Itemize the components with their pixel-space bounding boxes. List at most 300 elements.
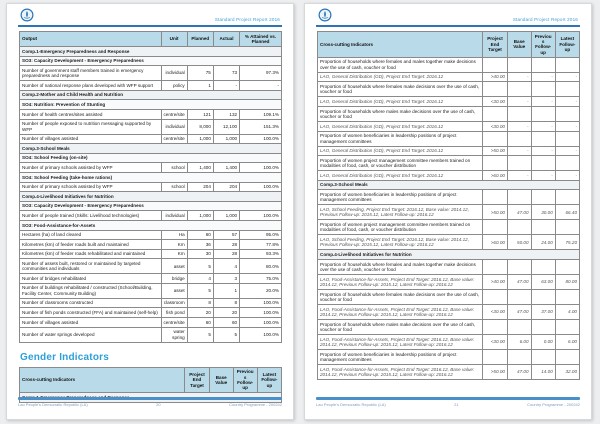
cell-value: 14.00: [531, 364, 555, 379]
page-right: [304, 3, 592, 420]
table-row-detail: [318, 171, 580, 181]
page-right-footer: [316, 397, 580, 407]
section-label: Comp.3-School Meals: [318, 180, 580, 190]
page-right-content: [317, 31, 580, 393]
cell-value: [555, 156, 579, 171]
cell-value: [483, 57, 508, 72]
wfp-emblem-icon: [318, 8, 332, 22]
table-header-row: [318, 32, 580, 58]
cell-unit: school: [161, 182, 187, 192]
column-header: Output: [20, 32, 162, 47]
cell-actual: 57: [213, 230, 239, 240]
table-row-data: [20, 119, 282, 134]
cell-planned: 20: [187, 308, 213, 318]
cell-value: [507, 57, 531, 72]
table-header-row: [20, 367, 282, 393]
cell-unit: water spring: [161, 327, 187, 342]
cell-planned: 5: [187, 259, 213, 274]
gender-indicators-heading: Gender Indicators: [20, 351, 109, 363]
section-label: SO4: Nutrition: Prevention of Stunting: [20, 100, 282, 110]
cell-value: <30.00: [483, 97, 508, 107]
cell-value: >50.00: [483, 146, 508, 156]
cell-value: -: [531, 146, 555, 156]
header-rule: [316, 25, 580, 27]
indicator-label: LAO, General Distribution (GD), Project End Target: 2016.12: [318, 122, 483, 132]
cell-label: Number of primary schools assisted by WFP: [20, 163, 162, 173]
cell-value: [483, 156, 508, 171]
table-row-indicator: [318, 107, 580, 122]
cell-value: -: [507, 72, 531, 82]
cell-value: 6.00: [507, 334, 531, 349]
cell-unit: asset: [161, 259, 187, 274]
cell-planned: 4: [187, 274, 213, 284]
table-row-detail: [318, 334, 580, 349]
table-row-detail: [318, 122, 580, 132]
table-row-subsection: [20, 172, 282, 182]
cell-value: [507, 156, 531, 171]
cell-pct: 100.0%: [240, 318, 282, 328]
column-header: Previous Follow-up: [233, 367, 257, 393]
page-left: [6, 3, 294, 420]
cell-value: [531, 259, 555, 274]
indicator-label: LAO, Food-Assistance-for-Assets, Project End Target: 2016.12, Base value: 2014.12, Previous Follow-up: 2015.12, Latest Follow-up: 2016.12: [318, 274, 483, 289]
column-header: Previous Follow-up: [531, 32, 555, 58]
table-row-section: [20, 47, 282, 57]
indicator-label: LAO, Food-Assistance-for-Assets, Project End Target: 2016.12, Base value: 2014.12, Previous Follow-up: 2015.12, Latest Follow-up: 2016.12: [318, 304, 483, 319]
table-row-section: [20, 144, 282, 154]
cell-planned: 75: [187, 66, 213, 81]
cell-label: Number of primary schools assisted by WFP: [20, 182, 162, 192]
cell-value: 66.40: [555, 205, 579, 220]
cell-value: 47.00: [507, 304, 531, 319]
cell-value: [531, 289, 555, 304]
column-header: Latest Follow-up: [555, 32, 579, 58]
cell-value: [531, 131, 555, 146]
table-row-indicator: [318, 82, 580, 97]
cell-label: Number of national response plans developed with WFP support: [20, 81, 162, 91]
indicator-label: Proportion of households where males make decisions over the use of cash, voucher or food: [318, 319, 483, 334]
cell-actual: 3: [213, 274, 239, 284]
cell-value: [555, 190, 579, 205]
cell-value: 37.00: [531, 304, 555, 319]
cell-value: >40.00: [483, 274, 508, 289]
table-row-data: [20, 230, 282, 240]
cell-value: [555, 57, 579, 72]
cell-planned: 8: [187, 298, 213, 308]
table-row-indicator: [318, 190, 580, 205]
cell-pct: 20.0%: [240, 283, 282, 298]
cell-actual: 20: [213, 308, 239, 318]
cell-value: -: [555, 97, 579, 107]
cell-value: [483, 349, 508, 364]
column-header: Project End Target: [185, 367, 210, 393]
cell-value: -: [555, 122, 579, 132]
cell-value: -: [555, 72, 579, 82]
table-row-data: [20, 259, 282, 274]
table-row-data: [20, 327, 282, 342]
indicator-label: Proportion of women project management committee members trained on modalities of food, cash, or voucher distribution: [318, 156, 483, 171]
indicator-label: Proportion of women beneficiaries in leadership positions of project management committees: [318, 131, 483, 146]
section-label: SO3: Food-Assistance-for-Assets: [20, 220, 282, 230]
footer-project: Country Programme - 200242: [229, 402, 282, 407]
table-row-subsection: [20, 100, 282, 110]
cell-value: -: [555, 171, 579, 181]
footer-project: Country Programme - 200242: [527, 402, 580, 407]
column-header: Base Value: [507, 32, 531, 58]
cell-unit: school: [161, 163, 187, 173]
cell-value: [531, 107, 555, 122]
cell-value: 24.00: [531, 235, 555, 250]
table-row-data: [20, 298, 282, 308]
cell-value: [507, 259, 531, 274]
cell-value: -: [531, 72, 555, 82]
table-row-section: [20, 192, 282, 202]
cell-actual: 1,000: [213, 134, 239, 144]
cell-label: Kilometres (km) of feeder roads built and maintained: [20, 240, 162, 250]
cell-value: [507, 131, 531, 146]
cell-label: Number of villages assisted: [20, 318, 162, 328]
cell-pct: 75.0%: [240, 274, 282, 284]
cell-planned: 5: [187, 327, 213, 342]
cell-unit: centre/site: [161, 318, 187, 328]
cell-value: [507, 107, 531, 122]
table-row-data: [20, 308, 282, 318]
cell-value: [555, 107, 579, 122]
cell-unit: centre/site: [161, 134, 187, 144]
cell-label: Number of fish ponds constructed (FFA) and maintained (self-help): [20, 308, 162, 318]
cell-value: [483, 190, 508, 205]
report-title: Standard Project Report 2016: [214, 17, 280, 22]
cell-label: Number of bridges rehabilitated: [20, 274, 162, 284]
cell-unit: policy: [161, 81, 187, 91]
section-label: SO4: School Feeding (take-home rations): [20, 172, 282, 182]
indicator-label: LAO, General Distribution (GD), Project End Target: 2016.12: [318, 146, 483, 156]
cell-value: [483, 220, 508, 235]
cell-unit: individual: [161, 119, 187, 134]
cell-actual: 28: [213, 240, 239, 250]
table-row-section: [318, 180, 580, 190]
table-row-detail: [318, 274, 580, 289]
section-label: Comp.3-School Meals: [20, 144, 282, 154]
cell-actual: 73: [213, 66, 239, 81]
cell-value: >50.00: [483, 364, 508, 379]
footer-rule: [18, 397, 282, 400]
cell-unit: fish pond: [161, 308, 187, 318]
table-row-subsection: [20, 153, 282, 163]
cell-planned: 121: [187, 109, 213, 119]
cell-value: 47.00: [507, 274, 531, 289]
cell-value: -: [531, 171, 555, 181]
table-row-subsection: [20, 56, 282, 66]
table-row-indicator: [318, 156, 580, 171]
column-header: Latest Follow-up: [257, 367, 281, 393]
cell-value: >60.00: [483, 171, 508, 181]
table-row-detail: [318, 72, 580, 82]
cell-value: 6.00: [555, 334, 579, 349]
column-header: % Attained vs. Planned: [240, 32, 282, 47]
table-row-data: [20, 163, 282, 173]
table-row-indicator: [318, 57, 580, 72]
cell-unit: Km: [161, 249, 187, 259]
indicator-label: LAO, School Feeding, Project End Target: 2016.12, Base value: 2014.12, Previous Follow-up: 2015.12, Latest Follow-up: 2016.12: [318, 235, 483, 250]
cell-value: [507, 289, 531, 304]
cell-planned: 60: [187, 318, 213, 328]
table-header-row: [20, 32, 282, 47]
cell-value: [483, 259, 508, 274]
cell-planned: 204: [187, 182, 213, 192]
indicator-label: Proportion of women beneficiaries in leadership positions of project management committees: [318, 349, 483, 364]
table-row-data: [20, 283, 282, 298]
cell-unit: centre/site: [161, 109, 187, 119]
indicator-label: LAO, Food-Assistance-for-Assets, Project End Target: 2016.12, Base value: 2014.12, Previous Follow-up: 2015.12, Latest Follow-up: 2016.12: [318, 364, 483, 379]
cell-label: Kilometres (km) of feeder roads rehabilitated and maintained: [20, 249, 162, 259]
cell-pct: 95.0%: [240, 230, 282, 240]
section-label: Comp.4-Livelihood Initiatives for Nutrition: [318, 250, 580, 260]
cell-value: [555, 319, 579, 334]
column-header: Base Value: [209, 367, 233, 393]
cell-actual: 4: [213, 259, 239, 274]
header-rule: [18, 25, 282, 27]
cell-value: [555, 259, 579, 274]
cell-value: [483, 82, 508, 97]
cell-value: -: [507, 171, 531, 181]
cell-unit: Ha: [161, 230, 187, 240]
cell-label: Number of assets built, restored or maintained by targeted communities and individuals: [20, 259, 162, 274]
cell-value: -: [531, 97, 555, 107]
table-row-data: [20, 318, 282, 328]
cell-actual: 132: [213, 109, 239, 119]
table-row-detail: [318, 364, 580, 379]
cell-pct: 109.1%: [240, 109, 282, 119]
indicator-label: LAO, General Distribution (GD), Project End Target: 2016.12: [318, 97, 483, 107]
indicator-label: LAO, General Distribution (GD), Project End Target: 2016.12: [318, 171, 483, 181]
wfp-emblem-icon: [20, 8, 34, 22]
cell-pct: 100.0%: [240, 182, 282, 192]
cell-value: [507, 349, 531, 364]
cell-value: [483, 319, 508, 334]
page-left-footer: [18, 397, 282, 407]
table-row-data: [20, 182, 282, 192]
cell-value: >50.00: [483, 205, 508, 220]
cell-value: [483, 289, 508, 304]
cell-value: >40.00: [483, 72, 508, 82]
page-left-content: [19, 31, 282, 393]
cell-planned: 36: [187, 240, 213, 250]
indicator-label: Proportion of households where females and males together make decisions over the use of cash, voucher or food: [318, 259, 483, 274]
cell-value: 80.00: [555, 274, 579, 289]
footer-page-number: 20: [156, 402, 161, 407]
table-row-section: [318, 250, 580, 260]
table-row-indicator: [318, 289, 580, 304]
cell-value: [555, 220, 579, 235]
cell-value: 47.00: [507, 205, 531, 220]
table-row-data: [20, 66, 282, 81]
cell-unit: individual: [161, 66, 187, 81]
cell-value: 30.00: [531, 205, 555, 220]
indicator-label: Proportion of households where females make decisions over the use of cash, voucher or food: [318, 82, 483, 97]
cell-value: 0.00: [531, 334, 555, 349]
cell-actual: 1,000: [213, 211, 239, 221]
indicator-label: Proportion of women project management committee members trained on modalities of food, cash, or voucher distribution: [318, 220, 483, 235]
cell-actual: 204: [213, 182, 239, 192]
table-row-detail: [318, 146, 580, 156]
cell-planned: 5: [187, 283, 213, 298]
cell-value: -: [507, 97, 531, 107]
cell-value: <30.00: [483, 334, 508, 349]
cell-value: [483, 131, 508, 146]
table-row-indicator: [318, 131, 580, 146]
table-row-indicator: [318, 319, 580, 334]
column-header: Cross-cutting Indicators: [20, 367, 185, 393]
cell-pct: 100.0%: [240, 308, 282, 318]
table-row-data: [20, 249, 282, 259]
cell-label: Number of health centres/sites assisted: [20, 109, 162, 119]
cell-pct: 93.3%: [240, 249, 282, 259]
cell-value: [555, 131, 579, 146]
cell-label: Number of classrooms constructed: [20, 298, 162, 308]
cell-pct: 100.0%: [240, 134, 282, 144]
section-label: SO3: Capacity Development - Emergency Preparedness: [20, 56, 282, 66]
cell-value: [531, 190, 555, 205]
column-header: Planned: [187, 32, 213, 47]
cell-actual: 5: [213, 327, 239, 342]
footer-page-number: 21: [454, 402, 459, 407]
cell-pct: 100.0%: [240, 211, 282, 221]
indicator-label: Proportion of households where females make decisions over the use of cash, voucher or food: [318, 289, 483, 304]
cell-value: 47.00: [507, 364, 531, 379]
table-row-subsection: [20, 201, 282, 211]
cell-unit: individual: [161, 211, 187, 221]
cell-value: [507, 82, 531, 97]
cell-value: [555, 82, 579, 97]
cell-value: <30.00: [483, 122, 508, 132]
cell-pct: 151.3%: [240, 119, 282, 134]
cell-value: -: [531, 122, 555, 132]
cell-value: [507, 220, 531, 235]
table-row-detail: [318, 205, 580, 220]
report-title: Standard Project Report 2016: [512, 17, 578, 22]
column-header: Unit: [161, 32, 187, 47]
cell-value: [555, 289, 579, 304]
cell-pct: 100.0%: [240, 298, 282, 308]
cell-planned: 60: [187, 230, 213, 240]
cell-planned: 8,000: [187, 119, 213, 134]
cell-value: 32.00: [555, 364, 579, 379]
outputs-table: [19, 31, 282, 343]
table-row-detail: [318, 97, 580, 107]
cell-label: Number of government staff members trained in emergency preparedness and response: [20, 66, 162, 81]
cell-label: Number of villages assisted: [20, 134, 162, 144]
cell-value: -: [555, 146, 579, 156]
table-row-data: [20, 211, 282, 221]
section-label: Comp.4-Livelihood Initiatives for Nutrition: [20, 192, 282, 202]
cell-value: >60.00: [483, 235, 508, 250]
cell-actual: 1: [213, 283, 239, 298]
footer-country: Lao People's Democratic Republic (LA): [18, 402, 88, 407]
cell-value: 63.00: [531, 274, 555, 289]
cell-value: [531, 156, 555, 171]
cell-label: Number of people trained (Skills: Livelihood technologies): [20, 211, 162, 221]
indicator-label: Proportion of women beneficiaries in leadership positions of project management committees: [318, 190, 483, 205]
cell-value: -: [507, 146, 531, 156]
cell-value: 75.20: [555, 235, 579, 250]
section-label: Comp.1-Emergency Preparedness and Response: [20, 47, 282, 57]
cell-value: 50.00: [507, 235, 531, 250]
cell-pct: 100.0%: [240, 163, 282, 173]
cell-label: Hectares (ha) of land cleared: [20, 230, 162, 240]
cell-planned: 1,000: [187, 211, 213, 221]
cell-value: [507, 319, 531, 334]
cell-planned: 1,000: [187, 134, 213, 144]
table-row-data: [20, 81, 282, 91]
cell-value: [555, 349, 579, 364]
cell-value: [483, 107, 508, 122]
cell-value: [531, 220, 555, 235]
cell-value: [531, 82, 555, 97]
cell-label: Number of buildings rehabilitated / constructed (School/Building, Facility Center, Community Building): [20, 283, 162, 298]
cell-unit: Km: [161, 240, 187, 250]
table-row-detail: [318, 304, 580, 319]
table-row-indicator: [318, 259, 580, 274]
cell-label: Number of people exposed to nutrition messaging supported by WFP: [20, 119, 162, 134]
table-row-detail: [318, 235, 580, 250]
cell-unit: asset: [161, 283, 187, 298]
indicator-label: LAO, School Feeding, Project End Target: 2016.12, Base value: 2014.12, Previous Follow-up: 2015.12, Latest Follow-up: 2016.12: [318, 205, 483, 220]
indicator-label: Proportion of households where females and males together make decisions over the use of cash, voucher or food: [318, 57, 483, 72]
table-row-subsection: [20, 220, 282, 230]
cell-actual: -: [213, 81, 239, 91]
section-label: SO3: Capacity Development - Emergency Preparedness: [20, 201, 282, 211]
indicator-label: Proportion of households where males make decisions over the use of cash, voucher or food: [318, 107, 483, 122]
section-label: SO4: School Feeding (on-site): [20, 153, 282, 163]
cell-actual: 1,400: [213, 163, 239, 173]
column-header: Project End Target: [483, 32, 508, 58]
cell-planned: 1: [187, 81, 213, 91]
cell-pct: 97.3%: [240, 66, 282, 81]
cell-pct: -: [240, 81, 282, 91]
table-row-data: [20, 274, 282, 284]
table-row-data: [20, 134, 282, 144]
table-row-indicator: [318, 220, 580, 235]
cell-value: [531, 349, 555, 364]
cell-planned: 1,400: [187, 163, 213, 173]
column-header: Cross-cutting Indicators: [318, 32, 483, 58]
cell-value: 4.00: [555, 304, 579, 319]
cell-value: -: [507, 122, 531, 132]
cell-value: [531, 319, 555, 334]
cell-actual: 60: [213, 318, 239, 328]
table-row-section: [20, 90, 282, 100]
indicator-label: LAO, Food-Assistance-for-Assets, Project End Target: 2016.12, Base value: 2014.12, Previous Follow-up: 2015.12, Latest Follow-up: 2016.12: [318, 334, 483, 349]
footer-rule: [316, 397, 580, 400]
cell-value: <30.00: [483, 304, 508, 319]
cell-value: [531, 57, 555, 72]
cell-pct: 100.0%: [240, 327, 282, 342]
cell-unit: bridge: [161, 274, 187, 284]
cell-planned: 30: [187, 249, 213, 259]
footer-country: Lao People's Democratic Republic (LA): [316, 402, 386, 407]
column-header: Actual: [213, 32, 239, 47]
gender-indicators-table-continued: [317, 31, 580, 380]
cell-pct: 77.8%: [240, 240, 282, 250]
cell-actual: 12,100: [213, 119, 239, 134]
cell-actual: 28: [213, 249, 239, 259]
section-label: Comp.2-Mother and Child Health and Nutrition: [20, 90, 282, 100]
indicator-label: LAO, General Distribution (GD), Project End Target: 2016.12: [318, 72, 483, 82]
cell-actual: 8: [213, 298, 239, 308]
cell-unit: classroom: [161, 298, 187, 308]
table-row-data: [20, 240, 282, 250]
